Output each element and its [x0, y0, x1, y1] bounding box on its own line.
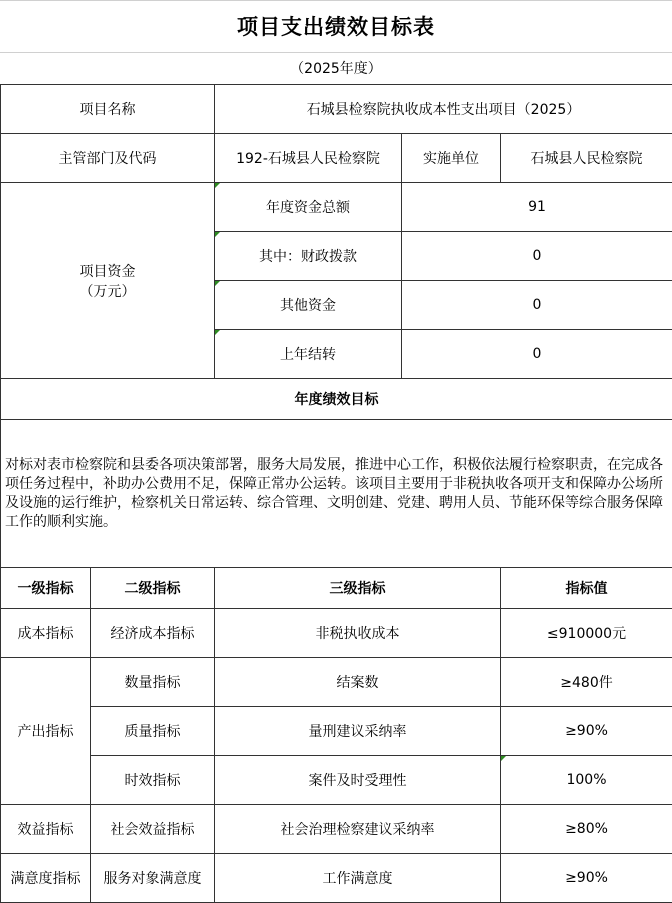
funds-label: [1, 183, 215, 379]
level2-cell: 数量指标: [91, 658, 215, 707]
value-cell: ≤910000元: [501, 609, 672, 658]
funds-carryover-value: 0: [402, 330, 672, 379]
level3-cell: 结案数: [215, 658, 501, 707]
level2-cell: 社会效益指标: [91, 805, 215, 854]
value-cell: ≥90%: [501, 707, 672, 756]
funds-total-label: 年度资金总额: [215, 183, 402, 232]
header-level3: 三级指标: [215, 568, 501, 609]
level2-cell: 服务对象满意度: [91, 854, 215, 903]
funds-fiscal-value: 0: [402, 232, 672, 281]
level3-cell: 非税执收成本: [215, 609, 501, 658]
fiscal-year: （2025年度）: [0, 52, 672, 84]
value-cell: 100%: [501, 756, 672, 805]
page-title: 项目支出绩效目标表: [0, 0, 672, 52]
level3-cell: 工作满意度: [215, 854, 501, 903]
goal-text-row: [1, 420, 672, 568]
level3-cell: 社会治理检察建议采纳率: [215, 805, 501, 854]
funds-carryover-label: 上年结转: [215, 330, 402, 379]
header-level2: 二级指标: [91, 568, 215, 609]
level1-satisfaction: 满意度指标: [1, 854, 91, 903]
project-name-label: 项目名称: [1, 85, 215, 134]
value-cell: ≥480件: [501, 658, 672, 707]
department-label: 主管部门及代码: [1, 134, 215, 183]
funds-row: [1, 183, 672, 232]
level2-cell: 经济成本指标: [91, 609, 215, 658]
header-value: 指标值: [501, 568, 672, 609]
project-name-value: 石城县检察院执收成本性支出项目（2025）: [215, 85, 672, 134]
funds-other-value: 0: [402, 281, 672, 330]
header-level1: 一级指标: [1, 568, 91, 609]
table-row: [1, 805, 672, 854]
table-row: [1, 609, 672, 658]
funds-total-value: 91: [402, 183, 672, 232]
indicator-header-row: [1, 568, 672, 609]
level3-cell: 案件及时受理性: [215, 756, 501, 805]
goal-header: 年度绩效目标: [1, 379, 672, 420]
value-cell: ≥90%: [501, 854, 672, 903]
table-row: [1, 756, 672, 805]
performance-table: [0, 84, 672, 903]
level1-output: 产出指标: [1, 658, 91, 805]
goal-text: 对标对表市检察院和县委各项决策部署，服务大局发展，推进中心工作，积极依法履行检察职责，在完成各项任务过程中，补助办公费用不足，保障正常办公运转。该项目主要用于非税执收各项开支和保障办公场所及设施的运行维护，检察机关日常运转、综合管理、文明创建、党建、聘用人员、节能环保等综合服务保障工作的顺利实施。: [1, 420, 672, 568]
funds-other-label: 其他资金: [215, 281, 402, 330]
level2-cell: 时效指标: [91, 756, 215, 805]
value-cell: ≥80%: [501, 805, 672, 854]
level3-cell: 量刑建议采纳率: [215, 707, 501, 756]
funds-fiscal-label: 其中：财政拨款: [215, 232, 402, 281]
goal-header-row: [1, 379, 672, 420]
department-row: [1, 134, 672, 183]
funds-label-line2: （万元）: [3, 281, 212, 301]
level2-cell: 质量指标: [91, 707, 215, 756]
implementing-unit-value: 石城县人民检察院: [501, 134, 672, 183]
funds-label-line1: 项目资金: [3, 261, 212, 281]
department-value: 192-石城县人民检察院: [215, 134, 402, 183]
implementing-unit-label: 实施单位: [402, 134, 501, 183]
level1-benefit: 效益指标: [1, 805, 91, 854]
level1-cost: 成本指标: [1, 609, 91, 658]
table-row: [1, 658, 672, 707]
table-row: [1, 707, 672, 756]
table-row: [1, 854, 672, 903]
project-name-row: [1, 85, 672, 134]
